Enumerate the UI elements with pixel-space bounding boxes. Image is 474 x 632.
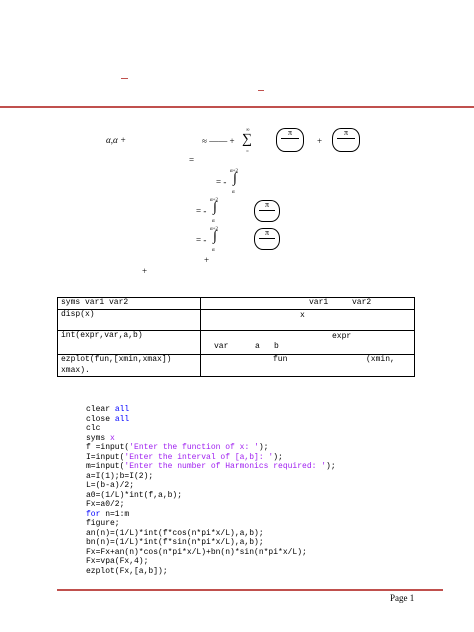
code-line xyxy=(86,443,336,453)
desc-token: var1 xyxy=(309,298,329,307)
table-row xyxy=(58,298,415,310)
code-string: x xyxy=(110,433,115,443)
command-cell: int(expr,var,a,b) xyxy=(58,331,201,355)
code-keyword: for xyxy=(86,509,106,519)
formula-approx: ≈ —— + xyxy=(202,136,235,146)
formula-eq-1: = xyxy=(189,155,195,165)
code-line xyxy=(86,481,336,491)
sum-top: ∞ xyxy=(246,128,250,133)
code-text: an(n)=(1/L)*int(f*cos(n*pi*x/L),a,b); xyxy=(86,528,264,538)
desc-token: expr xyxy=(332,332,352,341)
table-row xyxy=(58,331,415,355)
code-text: f =input( xyxy=(86,443,130,452)
int3-top: α+2 xyxy=(210,227,218,232)
table-row xyxy=(58,355,415,377)
cos-pi: π xyxy=(287,128,293,137)
code-text: L=(b-a)/2; xyxy=(86,481,135,490)
command-cell: disp(x) xyxy=(58,310,201,331)
code-text: bn(n)=(1/L)*int(f*sin(n*pi*x/L),a,b); xyxy=(86,538,264,547)
formula-eq-2: = - xyxy=(216,177,227,187)
code-line xyxy=(86,462,336,472)
description-cell xyxy=(201,331,415,355)
code-line xyxy=(86,529,336,539)
code-line xyxy=(86,434,336,444)
code-text: a0=(1/L)*int(f,a,b); xyxy=(86,490,183,500)
int2-symbol: ∫ xyxy=(213,200,217,215)
int3-bottom: α xyxy=(212,248,215,253)
desc-token: var xyxy=(214,342,229,351)
desc-token: xmax). xyxy=(61,366,90,375)
desc-token: x xyxy=(300,311,305,320)
code-text: ); xyxy=(258,443,269,452)
code-string: 'Enter the number of Harmonics required: ' xyxy=(124,462,327,471)
code-line xyxy=(86,472,336,482)
cos-term-paren xyxy=(276,128,304,152)
desc-token: a xyxy=(255,342,260,351)
code-text: figure; xyxy=(86,519,120,528)
code-text: a=I(1);b=I(2); xyxy=(86,471,154,481)
matlab-code xyxy=(86,405,336,576)
int2-fraction-bar xyxy=(259,210,275,211)
code-line xyxy=(86,557,336,567)
command-cell: syms var1 var2 xyxy=(58,298,201,310)
page-number: Page 1 xyxy=(390,593,415,603)
formula-eq-4: = - xyxy=(196,235,207,245)
header-mark-2 xyxy=(258,90,264,91)
code-line xyxy=(86,510,336,520)
code-text: ezplot(Fx,[a,b]); xyxy=(86,566,168,576)
code-line xyxy=(86,538,336,548)
code-line xyxy=(86,500,336,510)
header-rule xyxy=(0,106,474,108)
code-line xyxy=(86,453,336,463)
command-table xyxy=(57,297,415,377)
table-row xyxy=(58,310,415,331)
int1-top: α+2 xyxy=(230,169,238,174)
code-text: Fx=vpa(Fx,4); xyxy=(86,557,149,566)
int3-fraction-bar xyxy=(259,238,275,239)
code-line xyxy=(86,491,336,501)
cos-fraction-bar xyxy=(281,138,299,139)
sum-bottom: = xyxy=(246,150,249,155)
code-text: clc xyxy=(86,424,101,433)
int2-bottom: α xyxy=(212,219,215,224)
code-text: close xyxy=(86,414,115,424)
code-text: clear xyxy=(86,405,115,414)
int3-pi: π xyxy=(264,228,270,237)
code-text: ); xyxy=(273,452,283,462)
code-string: 'Enter the function of x: ' xyxy=(129,443,259,452)
int2-pi: π xyxy=(264,200,270,209)
sin-fraction-bar xyxy=(337,138,355,139)
sin-pi: π xyxy=(343,128,349,137)
formula-lhs: α,α + xyxy=(106,135,127,145)
int3-symbol: ∫ xyxy=(213,229,217,244)
code-text: ); xyxy=(326,462,336,471)
sum-symbol: ∑ xyxy=(242,132,252,147)
formula-plus: + xyxy=(317,136,323,146)
formula-tail-plus: + xyxy=(204,255,210,265)
int1-bottom: α xyxy=(232,190,235,195)
code-keyword: all xyxy=(114,405,130,414)
footer-rule xyxy=(57,589,443,591)
sin-term-paren xyxy=(332,128,360,152)
description-cell xyxy=(201,298,415,310)
code-line xyxy=(86,415,336,425)
formula-left-plus: + xyxy=(142,266,148,276)
code-text: Fx=Fx+an(n)*cos(n*pi*x/L)+bn(n)*sin(n*pi*x/L); xyxy=(86,547,307,557)
int3-paren xyxy=(254,228,280,250)
desc-token: b xyxy=(274,342,279,351)
int2-top: α+2 xyxy=(210,198,218,203)
desc-token: var2 xyxy=(352,298,372,307)
desc-token: (xmin, xyxy=(366,355,395,364)
int2-paren xyxy=(254,200,280,222)
int1-symbol: ∫ xyxy=(233,171,237,186)
code-line xyxy=(86,567,336,577)
header-mark-1 xyxy=(121,78,128,79)
command-cell: ezplot(fun,[xmin,xmax]) xyxy=(58,355,201,377)
code-line xyxy=(86,405,336,415)
formula-eq-3: = - xyxy=(196,206,207,216)
description-cell xyxy=(201,310,415,331)
code-text: n=1:m xyxy=(105,509,130,519)
code-text: I=input( xyxy=(86,452,125,462)
code-text: syms xyxy=(86,433,111,443)
code-text: Fx=a0/2; xyxy=(86,500,125,509)
code-keyword: all xyxy=(114,414,130,424)
code-line xyxy=(86,519,336,529)
code-text: m=input( xyxy=(86,462,125,471)
desc-token: fun xyxy=(273,355,288,364)
code-line xyxy=(86,548,336,558)
code-line xyxy=(86,424,336,434)
code-string: 'Enter the interval of [a,b]: ' xyxy=(124,452,274,462)
